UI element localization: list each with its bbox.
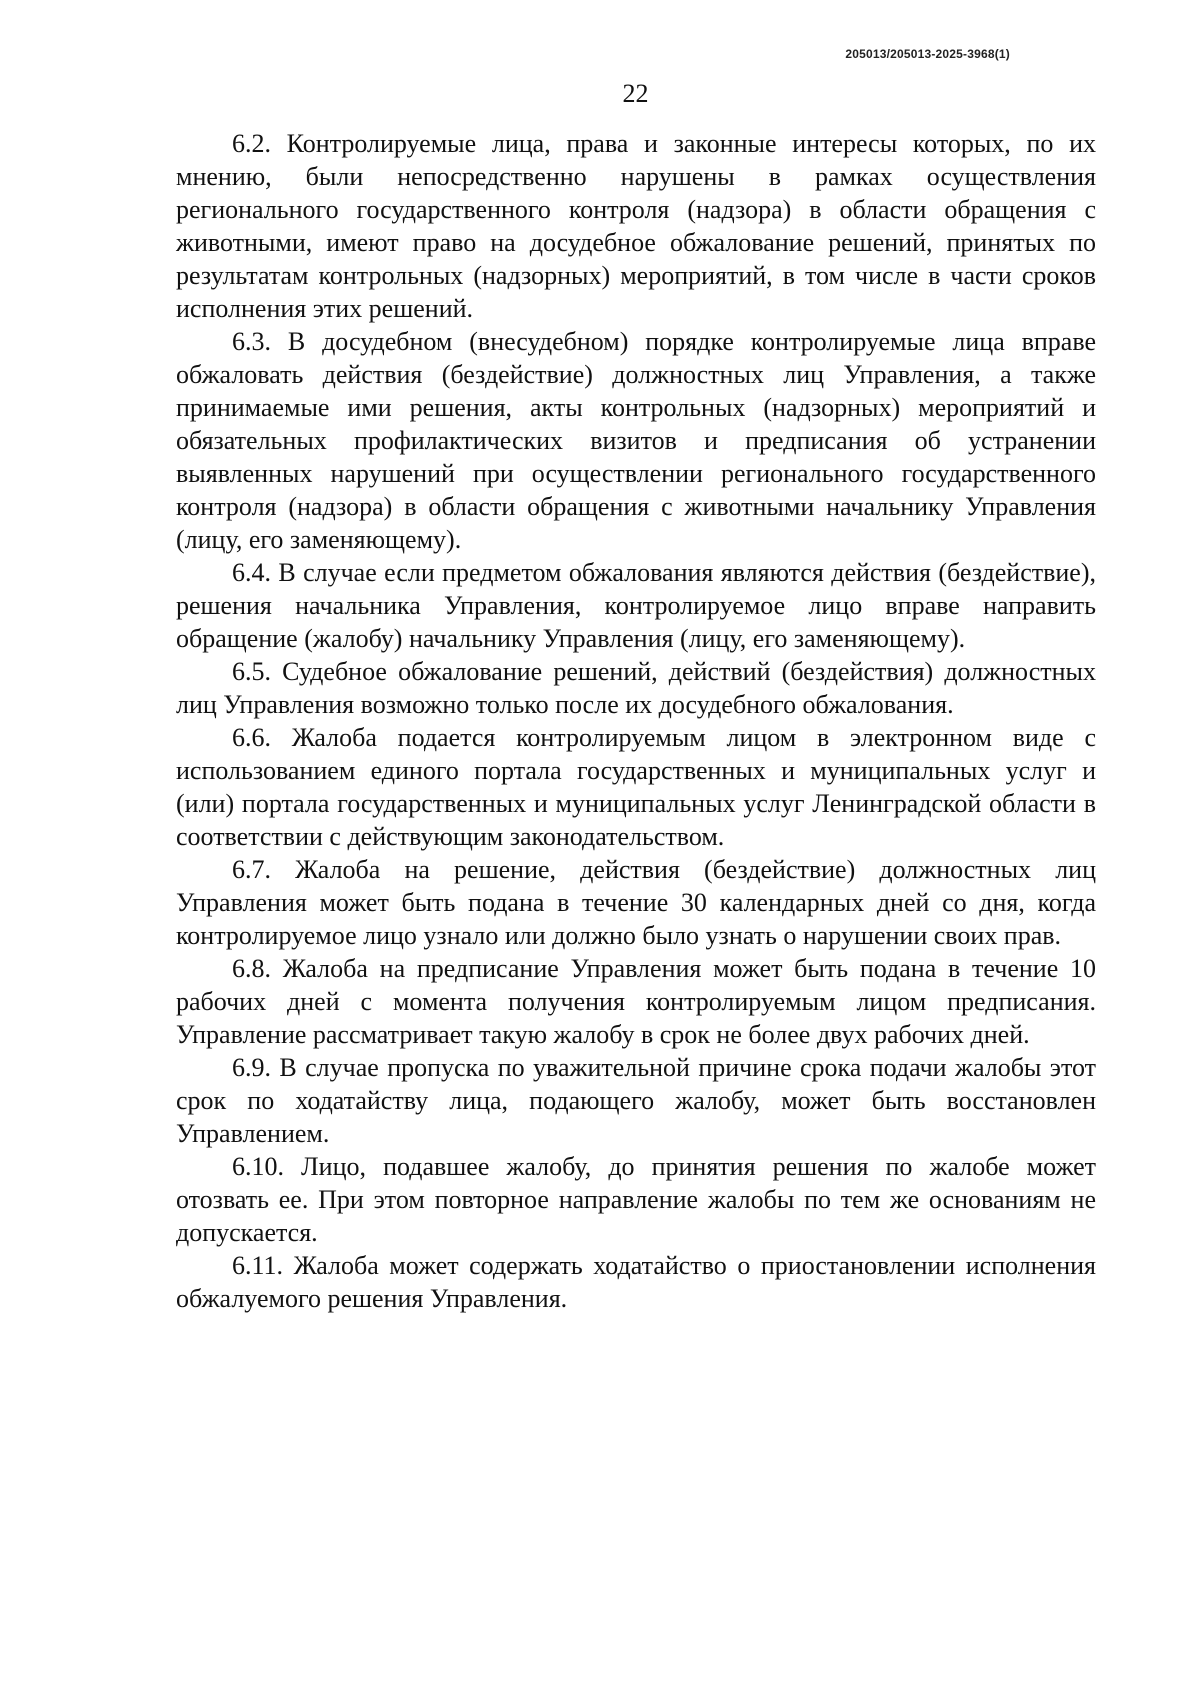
page-number: 22 [622, 79, 649, 108]
paragraph-6-6: 6.6. Жалоба подается контролируемым лицом в электронном виде с использованием единого портала государственных и муниципальных услуг и (или) портала государственных и муниципальных услуг Ленинградской области в соответствии с действующим законодательством. [176, 723, 1096, 851]
document-body [176, 127, 1096, 1315]
paragraph-6-5: 6.5. Судебное обжалование решений, действий (бездействия) должностных лиц Управления возможно только после их досудебного обжалования. [176, 657, 1096, 719]
paragraph-6-11: 6.11. Жалоба может содержать ходатайство о приостановлении исполнения обжалуемого решения Управления. [176, 1251, 1096, 1313]
paragraph-6-7: 6.7. Жалоба на решение, действия (бездействие) должностных лиц Управления может быть подана в течение 30 календарных дней со дня, когда контролируемое лицо узнало или должно было узнать о нарушении своих прав. [176, 855, 1096, 950]
paragraph-6-8: 6.8. Жалоба на предписание Управления может быть подана в течение 10 рабочих дней с момента получения контролируемым лицом предписания. Управление рассматривает такую жалобу в срок не более двух рабочих дней. [176, 954, 1096, 1049]
document-registration-number: 205013/205013-2025-3968(1) [845, 47, 1010, 61]
paragraph-6-4: 6.4. В случае если предметом обжалования являются действия (бездействие), решения начальника Управления, контролируемое лицо вправе направить обращение (жалобу) начальнику Управления (лицу, его заменяющему). [176, 558, 1096, 653]
paragraph-6-9: 6.9. В случае пропуска по уважительной причине срока подачи жалобы этот срок по ходатайству лица, подающего жалобу, может быть восстановлен Управлением. [176, 1053, 1096, 1148]
paragraph-6-3: 6.3. В досудебном (внесудебном) порядке контролируемые лица вправе обжаловать действия (бездействие) должностных лиц Управления, а также принимаемые ими решения, акты контрольных (надзорных) мероприятий и обязательных профилактических визитов и предписания об устранении выявленных нарушений при осуществлении регионального государственного контроля (надзора) в области обращения с животными начальнику Управления (лицу, его заменяющему). [176, 327, 1096, 554]
paragraph-6-10: 6.10. Лицо, подавшее жалобу, до принятия решения по жалобе может отозвать ее. При этом повторное направление жалобы по тем же основаниям не допускается. [176, 1152, 1096, 1247]
paragraph-6-2: 6.2. Контролируемые лица, права и законные интересы которых, по их мнению, были непосредственно нарушены в рамках осуществления регионального государственного контроля (надзора) в области обращения с животными, имеют право на досудебное обжалование решений, принятых по результатам контрольных (надзорных) мероприятий, в том числе в части сроков исполнения этих решений. [176, 129, 1096, 323]
